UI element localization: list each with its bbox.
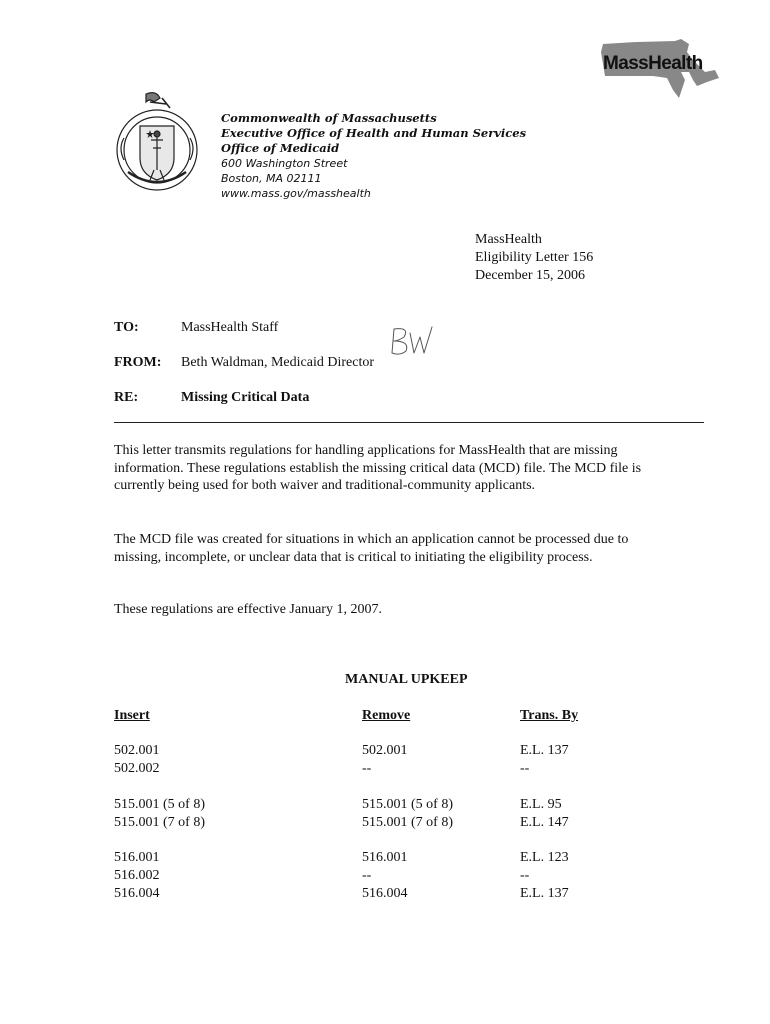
- upkeep-transby-cell: E.L. 147: [520, 815, 569, 830]
- body-paragraph-3: These regulations are effective January 1, 2007.: [114, 602, 382, 617]
- upkeep-remove-cell: --: [362, 868, 372, 883]
- masshealth-logo: [597, 38, 722, 100]
- upkeep-transby-cell: --: [520, 761, 530, 776]
- upkeep-remove-cell: 515.001 (5 of 8): [362, 797, 453, 812]
- upkeep-insert-cell: 515.001 (7 of 8): [114, 815, 205, 830]
- agency-name: Commonwealth of Massachusetts: [221, 111, 437, 125]
- letter-program: MassHealth: [475, 232, 542, 247]
- upkeep-insert-cell: 515.001 (5 of 8): [114, 797, 205, 812]
- body-paragraph-2: The MCD file was created for situations in which an application cannot be processed due to missing, incomplete, or unclear data that is critical to initiating the eligibility process.: [114, 532, 629, 565]
- manual-upkeep-title: MANUAL UPKEEP: [345, 672, 468, 687]
- letter-identification: [475, 231, 593, 285]
- column-header-trans-by: Trans. By: [520, 708, 579, 723]
- upkeep-insert-cell: 516.001: [114, 850, 160, 865]
- agency-office: Office of Medicaid: [221, 141, 340, 155]
- upkeep-insert-cell: 516.004: [114, 886, 160, 901]
- handwritten-initials: [386, 323, 436, 357]
- agency-address-block: [221, 111, 526, 201]
- upkeep-transby-cell: E.L. 123: [520, 850, 569, 865]
- upkeep-transby-cell: --: [520, 868, 530, 883]
- upkeep-insert-cell: 502.002: [114, 761, 160, 776]
- address-website: www.mass.gov/masshealth: [221, 187, 371, 200]
- upkeep-transby-cell: E.L. 137: [520, 886, 569, 901]
- letter-number: Eligibility Letter 156: [475, 250, 594, 265]
- header-divider: [114, 422, 704, 423]
- memo-re-label: RE:: [114, 390, 139, 405]
- upkeep-insert-cell: 502.001: [114, 743, 160, 758]
- column-header-remove: Remove: [362, 708, 411, 723]
- upkeep-remove-cell: --: [362, 761, 372, 776]
- memo-from-label: FROM:: [114, 355, 162, 370]
- upkeep-remove-cell: 502.001: [362, 743, 408, 758]
- upkeep-remove-cell: 515.001 (7 of 8): [362, 815, 453, 830]
- memo-re-value: Missing Critical Data: [181, 390, 310, 405]
- column-header-insert: Insert: [114, 708, 150, 723]
- body-paragraph-1: This letter transmits regulations for handling applications for MassHealth that are missing information. These regulations establish the missing critical data (MCD) file. The MCD file is currently being used for both waiver and traditional-community applicants.: [114, 443, 642, 493]
- address-city: Boston, MA 02111: [221, 172, 322, 185]
- upkeep-transby-cell: E.L. 95: [520, 797, 562, 812]
- letter-date: December 15, 2006: [475, 268, 586, 283]
- upkeep-insert-cell: 516.002: [114, 868, 160, 883]
- address-street: 600 Washington Street: [221, 157, 348, 170]
- memo-from-value: Beth Waldman, Medicaid Director: [181, 355, 374, 370]
- upkeep-remove-cell: 516.004: [362, 886, 408, 901]
- memo-to-label: TO:: [114, 320, 139, 335]
- logo-wordmark: MassHealth: [603, 53, 703, 74]
- upkeep-transby-cell: E.L. 137: [520, 743, 569, 758]
- agency-department: Executive Office of Health and Human Services: [221, 126, 527, 140]
- state-seal: [110, 88, 204, 198]
- upkeep-remove-cell: 516.001: [362, 850, 408, 865]
- memo-to-value: MassHealth Staff: [181, 320, 279, 335]
